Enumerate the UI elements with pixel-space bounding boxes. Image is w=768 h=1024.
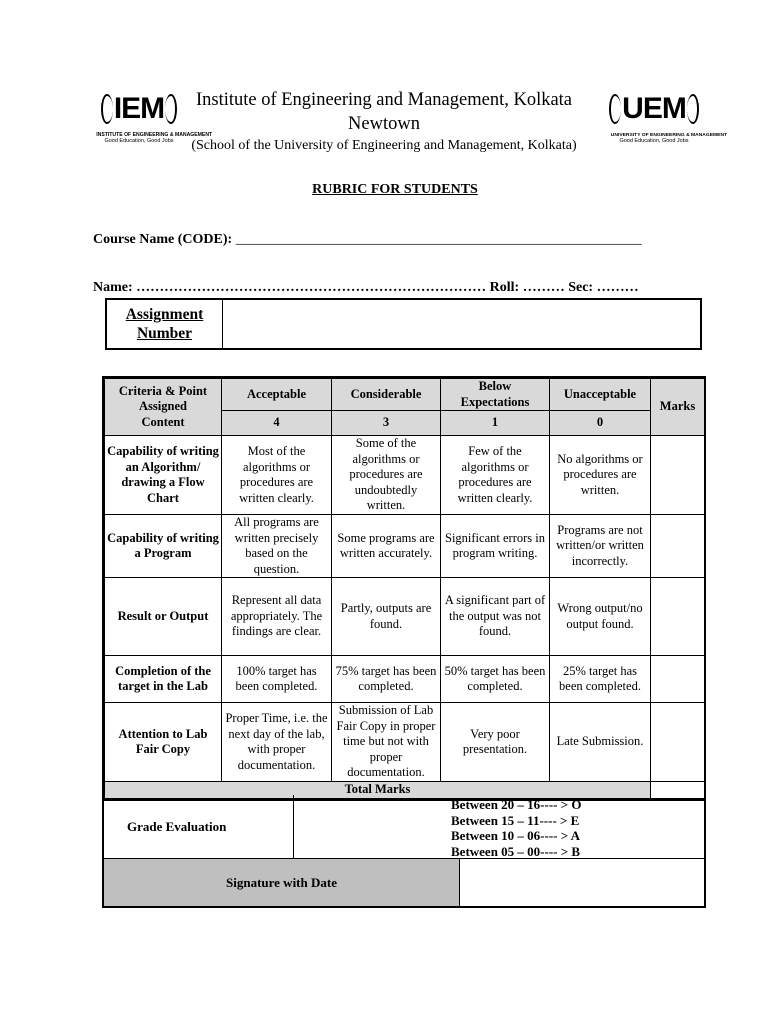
course-name-label: Course Name (CODE): [93, 232, 233, 247]
uem-logo-tagline: Good Education, Good Jobs [619, 138, 689, 144]
acceptable-cell: All programs are written precisely based on the question. [222, 515, 332, 578]
unacceptable-header: Unacceptable [550, 379, 651, 411]
points-unacceptable: 0 [550, 411, 651, 436]
considerable-cell: 75% target has been completed. [332, 656, 441, 703]
points-below: 1 [441, 411, 550, 436]
table-header-row [105, 379, 705, 411]
acceptable-cell: 100% target has been completed. [222, 656, 332, 703]
points-considerable: 3 [332, 411, 441, 436]
name-label: Name: [93, 280, 133, 295]
assignment-number-field[interactable] [223, 300, 700, 348]
institute-title [0, 88, 768, 136]
marks-cell[interactable] [651, 436, 705, 515]
marks-header: Marks [651, 379, 705, 436]
below-expectations-header: Below Expectations [441, 379, 550, 411]
rubric-table [102, 376, 706, 801]
grade-line: Between 05 – 00---- > B [451, 843, 581, 859]
sec-field[interactable]: ……… [596, 280, 639, 295]
acceptable-header: Acceptable [222, 379, 332, 411]
institute-title-line1: Institute of Engineering and Management, Kolkata [195, 90, 573, 110]
grade-line: Between 20 – 16---- > O [451, 797, 582, 812]
unacceptable-cell: Late Submission. [550, 703, 651, 782]
marks-cell[interactable] [651, 578, 705, 656]
criterion-cell: Capability of writing a Program [105, 515, 222, 578]
table-row [105, 515, 705, 578]
course-name-field[interactable]: __________________________________________________________ [235, 232, 642, 247]
criterion-cell: Attention to Lab Fair Copy [105, 703, 222, 782]
considerable-cell: Some programs are written accurately. [332, 515, 441, 578]
considerable-cell: Submission of Lab Fair Copy in proper time but not with proper documentation. [332, 703, 441, 782]
grade-line: Between 10 – 06---- > A [451, 828, 581, 843]
iem-logo-tagline: Good Education, Good Jobs [104, 138, 174, 144]
signature-row [104, 859, 704, 906]
roll-field[interactable]: ……… [522, 280, 565, 295]
criterion-cell: Result or Output [105, 578, 222, 656]
unacceptable-cell: 25% target has been completed. [550, 656, 651, 703]
table-row [105, 703, 705, 782]
below-cell: 50% target has been completed. [441, 656, 550, 703]
name-field[interactable]: ………………………………………………………………… [136, 280, 487, 295]
grade-evaluation-row [104, 795, 704, 859]
below-cell: Very poor presentation. [441, 703, 550, 782]
grade-scale [451, 797, 582, 859]
acceptable-cell: Most of the algorithms or procedures are written clearly. [222, 436, 332, 515]
institute-subtitle: (School of the University of Engineering and Management, Kolkata) [191, 138, 577, 153]
grade-section [102, 795, 706, 908]
student-info-line [93, 280, 639, 296]
signature-label: Signature with Date [104, 859, 460, 906]
acceptable-cell: Represent all data appropriately. The findings are clear. [222, 578, 332, 656]
table-row [105, 578, 705, 656]
sec-label: Sec: [568, 280, 594, 295]
table-row [105, 436, 705, 515]
considerable-cell: Partly, outputs are found. [332, 578, 441, 656]
criterion-cell: Capability of writing an Algorithm/ drawing a Flow Chart [105, 436, 222, 515]
total-marks-label: Total Marks [105, 782, 651, 799]
acceptable-cell: Proper Time, i.e. the next day of the lab, with proper documentation. [222, 703, 332, 782]
unacceptable-cell: Programs are not written/or written incorrectly. [550, 515, 651, 578]
unacceptable-cell: No algorithms or procedures are written. [550, 436, 651, 515]
unacceptable-cell: Wrong output/no output found. [550, 578, 651, 656]
below-cell: Significant errors in program writing. [441, 515, 550, 578]
below-cell: Few of the algorithms or procedures are written clearly. [441, 436, 550, 515]
assignment-number-box [105, 298, 702, 350]
grade-line: Between 15 – 11---- > E [451, 812, 580, 828]
marks-cell[interactable] [651, 656, 705, 703]
points-acceptable: 4 [222, 411, 332, 436]
iem-logo-line1: INSTITUTE OF ENGINEERING & MANAGEMENT [96, 132, 213, 138]
considerable-header: Considerable [332, 379, 441, 411]
assignment-number-label: Assignment Number [107, 300, 223, 348]
uem-logo-mark: UEM [622, 92, 686, 125]
signature-field[interactable] [460, 859, 704, 906]
marks-cell[interactable] [651, 515, 705, 578]
marks-cell[interactable] [651, 703, 705, 782]
uem-logo-line1: UNIVERSITY OF ENGINEERING & MANAGEMENT [610, 132, 728, 138]
rubric-title: RUBRIC FOR STUDENTS [312, 182, 478, 197]
below-cell: A significant part of the output was not found. [441, 578, 550, 656]
iem-logo-mark: IEM [113, 92, 165, 125]
roll-label: Roll: [489, 280, 520, 295]
table-row [105, 656, 705, 703]
criteria-header: Criteria & Point Assigned Content [105, 379, 222, 436]
considerable-cell: Some of the algorithms or procedures are undoubtedly written. [332, 436, 441, 515]
grade-evaluation-label: Grade Evaluation [104, 795, 294, 858]
institute-title-line2: Newtown [348, 114, 420, 134]
criterion-cell: Completion of the target in the Lab [105, 656, 222, 703]
course-name-line [93, 232, 642, 248]
